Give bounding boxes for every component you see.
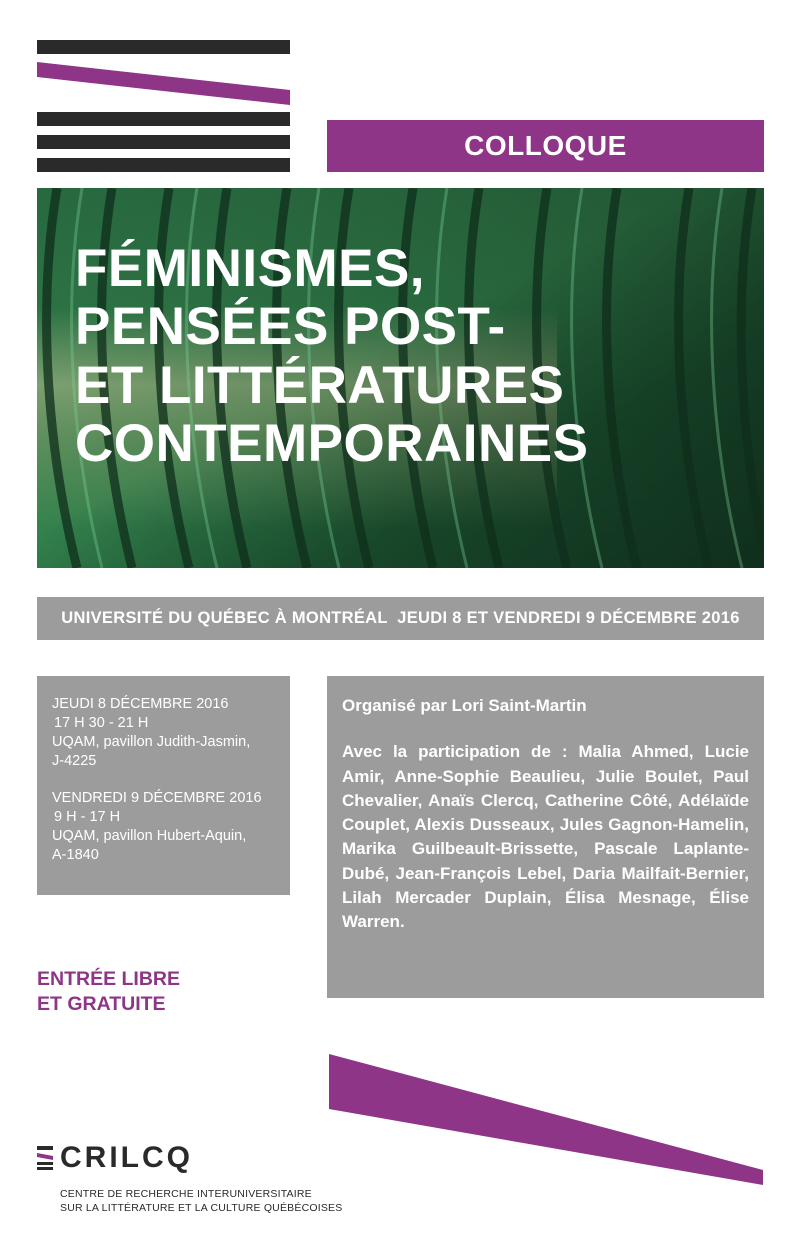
schedule-box (37, 676, 290, 895)
title-line-1: FÉMINISMES, (75, 239, 426, 298)
schedule-room: A-1840 (52, 847, 99, 863)
organizers-box (327, 676, 764, 998)
schedule-place: UQAM, pavillon Judith-Jasmin, (52, 734, 251, 750)
schedule-room: J-4225 (52, 753, 97, 769)
organized-by: Organisé par Lori Saint-Martin (342, 696, 587, 715)
event-title (75, 240, 588, 473)
title-line-4: CONTEMPORAINES (75, 413, 589, 473)
colloque-label: COLLOQUE (464, 130, 627, 161)
crilcq-logo-name: CRILCQ (60, 1141, 193, 1174)
schedule-time: 9 H - 17 H (54, 809, 121, 825)
crilcq-logo-icon (37, 1146, 53, 1170)
top-stripe-4 (37, 158, 290, 172)
top-stripe-3 (37, 135, 290, 149)
title-line-3: ET LITTÉRATURES (75, 355, 565, 415)
free-entry-notice (37, 967, 180, 1017)
schedule-date: VENDREDI 9 DÉCEMBRE 2016 (52, 790, 262, 806)
schedule-day-1 (52, 695, 290, 771)
free-entry-line-1: ENTRÉE LIBRE (37, 968, 181, 990)
top-stripe-2 (37, 112, 290, 126)
schedule-time: 17 H 30 - 21 H (54, 715, 149, 731)
purple-slant-bottom (327, 1052, 765, 1186)
participants-list: Avec la participation de : Malia Ahmed, Lucie Amir, Anne-Sophie Beaulieu, Julie Boulet, Paul Chevalier, Anaïs Clercq, Catherine Côté, Adélaïde Couplet, Alexis Dusseaux, Jules Gagnon-Hamelin, Marika Guilbeault-Brissette, Pascale Laplante-Dubé, Jean-François Lebel, Daria Mailfait-Bernier, Lilah Mercader Duplain, Élisa Mesnage, Élise Warren. (342, 742, 749, 932)
hero-image (37, 188, 764, 568)
colloque-banner (327, 120, 764, 172)
schedule-date: JEUDI 8 DÉCEMBRE 2016 (52, 696, 229, 712)
schedule-day-2 (52, 789, 290, 865)
top-stripe-1 (37, 40, 290, 54)
free-entry-line-2: ET GRATUITE (37, 993, 166, 1015)
schedule-place: UQAM, pavillon Hubert-Aquin, (52, 828, 247, 844)
title-line-2: PENSÉES POST- (75, 297, 506, 357)
location-date-text: UNIVERSITÉ DU QUÉBEC À MONTRÉAL JEUDI 8 ET VENDREDI 9 DÉCEMBRE 2016 (61, 609, 740, 627)
purple-slant-stripe (37, 60, 291, 106)
crilcq-logo-subtitle (60, 1187, 342, 1215)
location-date-bar (37, 597, 764, 640)
crilcq-subtitle-line-2: SUR LA LITTÉRATURE ET LA CULTURE QUÉBÉCOISES (60, 1202, 343, 1214)
crilcq-subtitle-line-1: CENTRE DE RECHERCHE INTERUNIVERSITAIRE (60, 1188, 312, 1200)
